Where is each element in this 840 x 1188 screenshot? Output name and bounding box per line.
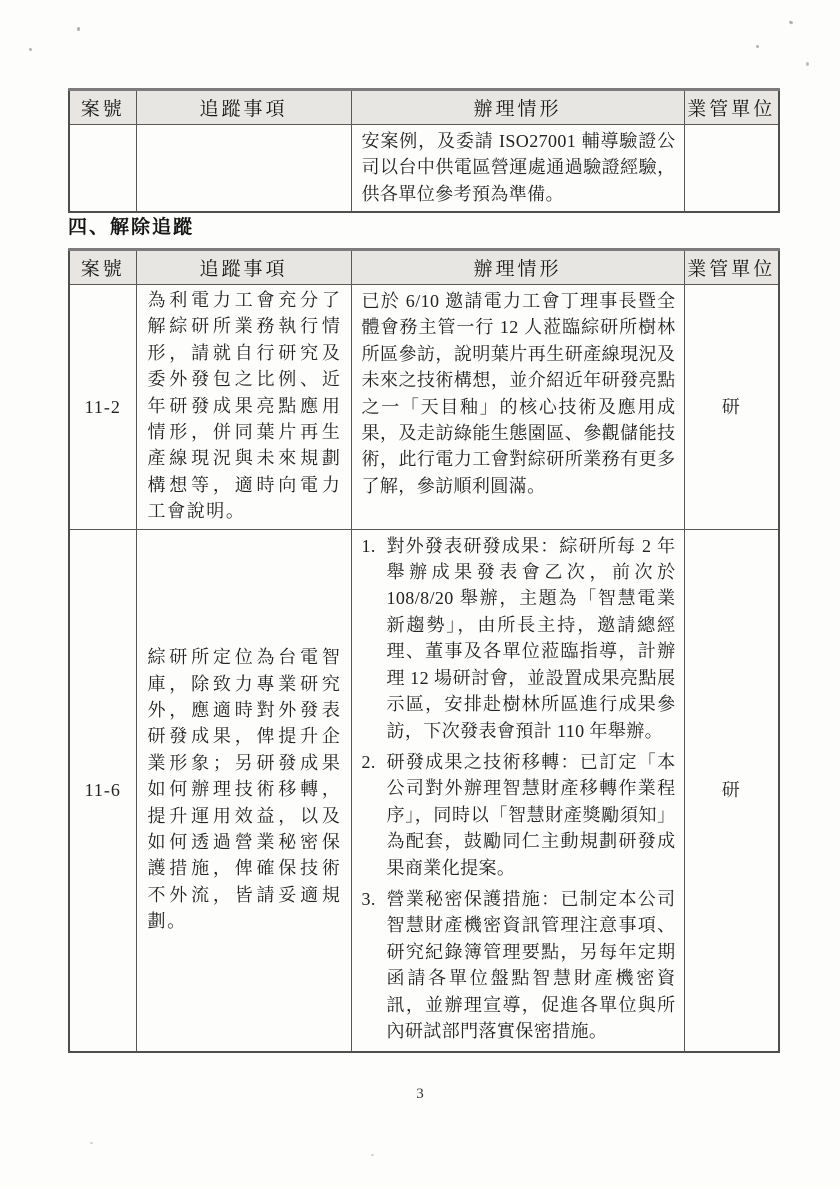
table-row xyxy=(69,529,779,1052)
case-number-cell: 11-6 xyxy=(69,529,136,1052)
header-handling-status: 辦理情形 xyxy=(351,250,684,285)
list-item-number: 3. xyxy=(361,888,376,909)
section-heading: 四、解除追蹤 xyxy=(68,217,195,238)
scan-speck xyxy=(789,20,794,25)
responsible-unit-cell: 研 xyxy=(684,529,779,1052)
header-responsible-unit: 業管單位 xyxy=(684,90,779,125)
handling-list-item xyxy=(362,749,676,881)
release-tracking-table xyxy=(68,248,780,1053)
tracking-table-continued xyxy=(68,88,780,213)
table-row xyxy=(69,125,779,213)
table-header-row xyxy=(69,90,779,125)
scan-speck xyxy=(756,45,759,48)
header-handling-status: 辦理情形 xyxy=(351,90,684,125)
case-number-cell: 11-2 xyxy=(69,285,136,530)
list-item-text: 營業秘密保護措施：已制定本公司智慧財產機密資訊管理注意事項、研究紀錄簿管理要點，另每年定期函請各單位盤點智慧財產機密資訊，並辦理宣導，促進各單位與所內研試部門落實保密措施。 xyxy=(386,888,676,1041)
list-item-number: 1. xyxy=(361,535,376,556)
header-responsible-unit: 業管單位 xyxy=(684,250,779,285)
handling-list-item xyxy=(362,533,676,744)
tracking-item-cell xyxy=(136,125,351,213)
page-number: 3 xyxy=(416,1086,424,1102)
handling-status-cell: 已於 6/10 邀請電力工會丁理事長暨全體會務主管一行 12 人蒞臨綜研所樹林所區參訪，說明葉片再生研產線現況及未來之技術構想，並介紹近年研發亮點之一「天目釉」的核心技術及應用成果，及走訪綠能生態園區、參觀儲能技術，此行電力工會對綜研所業務有更多了解，參訪順利圓滿。 xyxy=(351,285,684,530)
responsible-unit-cell xyxy=(684,125,779,213)
scan-speck xyxy=(90,1142,93,1144)
table-header-row xyxy=(69,250,779,285)
table-row xyxy=(69,285,779,530)
handling-list-item xyxy=(362,886,676,1044)
tracking-item-cell: 為利電力工會充分了解綜研所業務執行情形，請就自行研究及委外發包之比例、近年研發成果亮點應用情形，併同葉片再生產線現況與未來規劃構想等，適時向電力工會說明。 xyxy=(136,285,351,530)
scan-speck xyxy=(806,62,809,66)
header-tracking-item: 追蹤事項 xyxy=(136,90,351,125)
scan-speck xyxy=(29,48,32,51)
scan-speck xyxy=(371,1154,374,1156)
scan-speck xyxy=(77,27,80,31)
list-item-number: 2. xyxy=(361,751,376,772)
header-tracking-item: 追蹤事項 xyxy=(136,250,351,285)
handling-status-cell: 安案例，及委請 ISO27001 輔導驗證公司以台中供電區營運處通過驗證經驗，供各單位參考預為準備。 xyxy=(351,125,684,213)
header-case-number: 案號 xyxy=(69,250,136,285)
list-item-text: 研發成果之技術移轉：已訂定「本公司對外辦理智慧財產移轉作業程序」，同時以「智慧財產獎勵須知」為配套，鼓勵同仁主動規劃研發成果商業化提案。 xyxy=(386,751,676,878)
list-item-text: 對外發表研發成果：綜研所每 2 年舉辦成果發表會乙次，前次於 108/8/20 舉辦，主題為「智慧電業新趨勢」，由所長主持，邀請總經理、董事及各單位蒞臨指導，計辦理 12 場研討會，並設置成果亮點展示區，安排赴樹林所區進行成果參訪，下次發表會預計 110 年舉辦。 xyxy=(386,535,676,741)
header-case-number: 案號 xyxy=(69,90,136,125)
case-number-cell xyxy=(69,125,136,213)
handling-status-cell xyxy=(351,529,684,1052)
tracking-item-cell: 綜研所定位為台電智庫，除致力專業研究外，應適時對外發表研發成果，俾提升企業形象；另研發成果如何辦理技術移轉，提升運用效益，以及如何透過營業秘密保護措施，俾確保技術不外流，皆請妥適規劃。 xyxy=(136,529,351,1052)
responsible-unit-cell: 研 xyxy=(684,285,779,530)
